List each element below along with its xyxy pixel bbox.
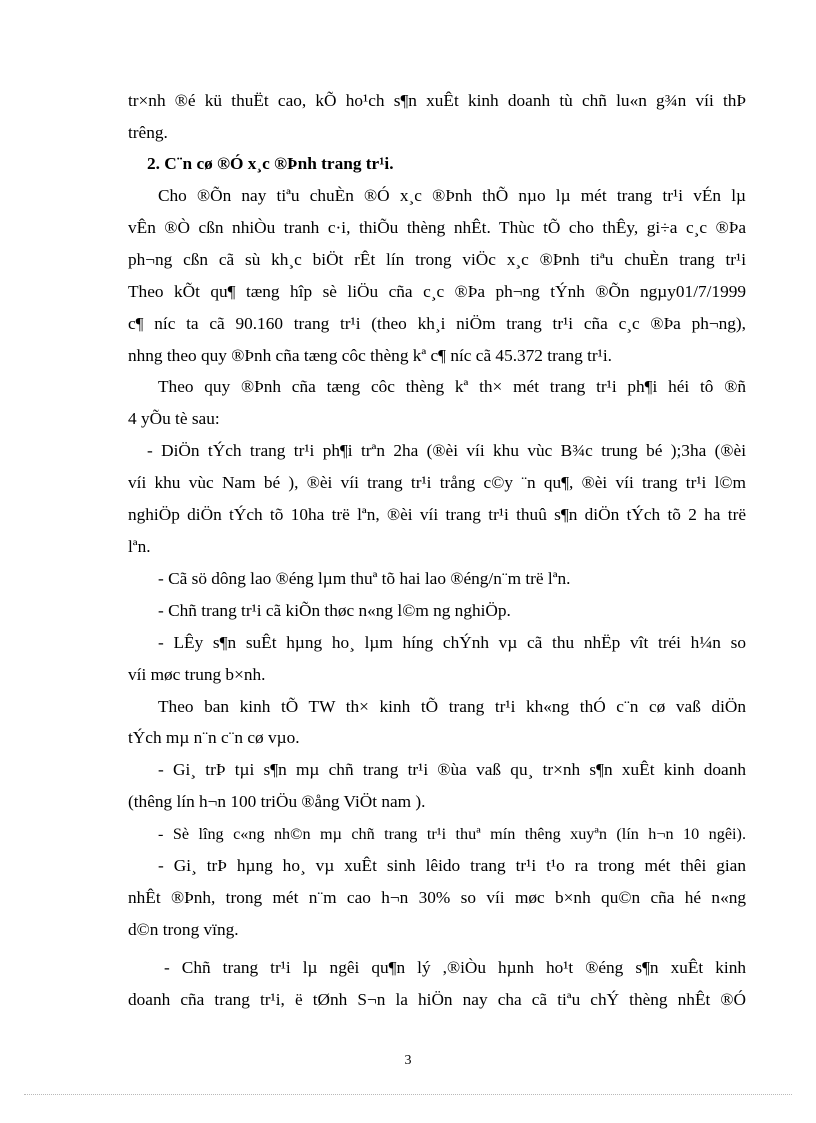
text-line: - Gi¸ trÞ tµi s¶n mµ chñ trang tr¹i ®ùa vaß qu¸ tr×nh s¶n xuÊt kinh doanh <box>158 760 746 779</box>
text-line: - Sè lîng c«ng nh©n mµ chñ trang tr¹i thuª mín thêng xuyªn (lín h¬n 10 ngêi). <box>158 825 746 843</box>
text-line: - Chñ trang tr¹i cã kiÕn thøc n«ng l©m ng nghiÖp. <box>158 601 511 620</box>
text-line: vÊn ®Ò cßn nhiÒu tranh c·i, thiÕu thèng nhÊt. Thùc tÕ cho thÊy, gi÷a c¸c ®Þa <box>128 218 746 237</box>
text-line: víi møc trung b×nh. <box>128 665 266 684</box>
text-line: - Chñ trang tr¹i lµ ngêi qu¶n lý ,®iÒu hµnh ho¹t ®éng s¶n xuÊt kinh <box>164 958 746 977</box>
text-line: - DiÖn tÝch trang tr¹i ph¶i trªn 2ha (®èi víi khu vùc B¾c trung bé );3ha (®èi <box>147 441 746 460</box>
text-line: d©n trong vïng. <box>128 920 239 939</box>
text-line: tÝch mµ n¨n c¨n cø vµo. <box>128 728 300 747</box>
text-line: Cho ®Õn nay tiªu chuÈn ®Ó x¸c ®Þnh thÕ nµo lµ mét trang tr¹i vÉn lµ <box>158 186 746 205</box>
text-line: trêng. <box>128 123 168 142</box>
text-line: - LÊy s¶n suÊt hµng ho¸ lµm híng chÝnh vµ cã thu nhËp vît tréi h¼n so <box>158 633 746 652</box>
text-line: nhÊt ®Þnh, trong mét n¨m cao h¬n 30% so víi møc b×nh qu©n cña hé n«ng <box>128 888 746 907</box>
text-line: ph¬ng cßn cã sù kh¸c biÖt rÊt lín trong viÖc x¸c ®Þnh tiªu chuÈn trang tr¹i <box>128 250 746 269</box>
text-line: c¶ níc ta cã 90.160 trang tr¹i (theo kh¸i niÖm trang tr¹i cña c¸c ®Þa ph¬ng), <box>128 314 746 333</box>
section-heading: 2. C¨n cø ®Ó x¸c ®Þnh trang tr¹i. <box>147 154 394 173</box>
text-line: - Cã sö dông lao ®éng lµm thuª tõ hai lao ®éng/n¨m trë lªn. <box>158 569 571 588</box>
text-line: - Gi¸ trÞ hµng ho¸ vµ xuÊt sinh lêido trang tr¹i t¹o ra trong mét thêi gian <box>158 856 746 875</box>
text-line: nhng theo quy ®Þnh cña tæng côc thèng kª c¶ níc cã 45.372 trang tr¹i. <box>128 346 612 365</box>
text-line: Theo kÕt qu¶ tæng hîp sè liÖu cña c¸c ®Þa ph¬ng tÝnh ®Õn ngµy01/7/1999 <box>128 282 746 301</box>
page-bottom-divider <box>24 1094 792 1095</box>
text-line: doanh cña trang tr¹i, ë tØnh S¬n la hiÖn nay cha cã tiªu chÝ thèng nhÊt ®Ó <box>128 990 746 1009</box>
text-line: nghiÖp diÖn tÝch tõ 10ha trë lªn, ®èi víi trang tr¹i thuû s¶n diÖn tÝch tõ 2 ha trë <box>128 505 746 524</box>
page-number: 3 <box>404 1053 412 1068</box>
text-line: (thêng lín h¬n 100 triÖu ®ång ViÖt nam ). <box>128 792 426 811</box>
text-line: víi khu vùc Nam bé ), ®èi víi trang tr¹i trång c©y ¨n qu¶, ®èi víi trang tr¹i l©m <box>128 473 746 492</box>
text-line: Theo ban kinh tÕ TW th× kinh tÕ trang tr¹i kh«ng thÓ c¨n cø vaß diÖn <box>158 697 746 716</box>
text-line: lªn. <box>128 537 151 556</box>
text-line: Theo quy ®Þnh cña tæng côc thèng kª th× mét trang tr¹i ph¶i héi tô ®ñ <box>158 377 746 396</box>
text-line: tr×nh ®é kü thuËt cao, kÕ ho¹ch s¶n xuÊt kinh doanh tù chñ lu«n g¾n víi thÞ <box>128 91 746 110</box>
text-line: 4 yÕu tè sau: <box>128 409 220 428</box>
